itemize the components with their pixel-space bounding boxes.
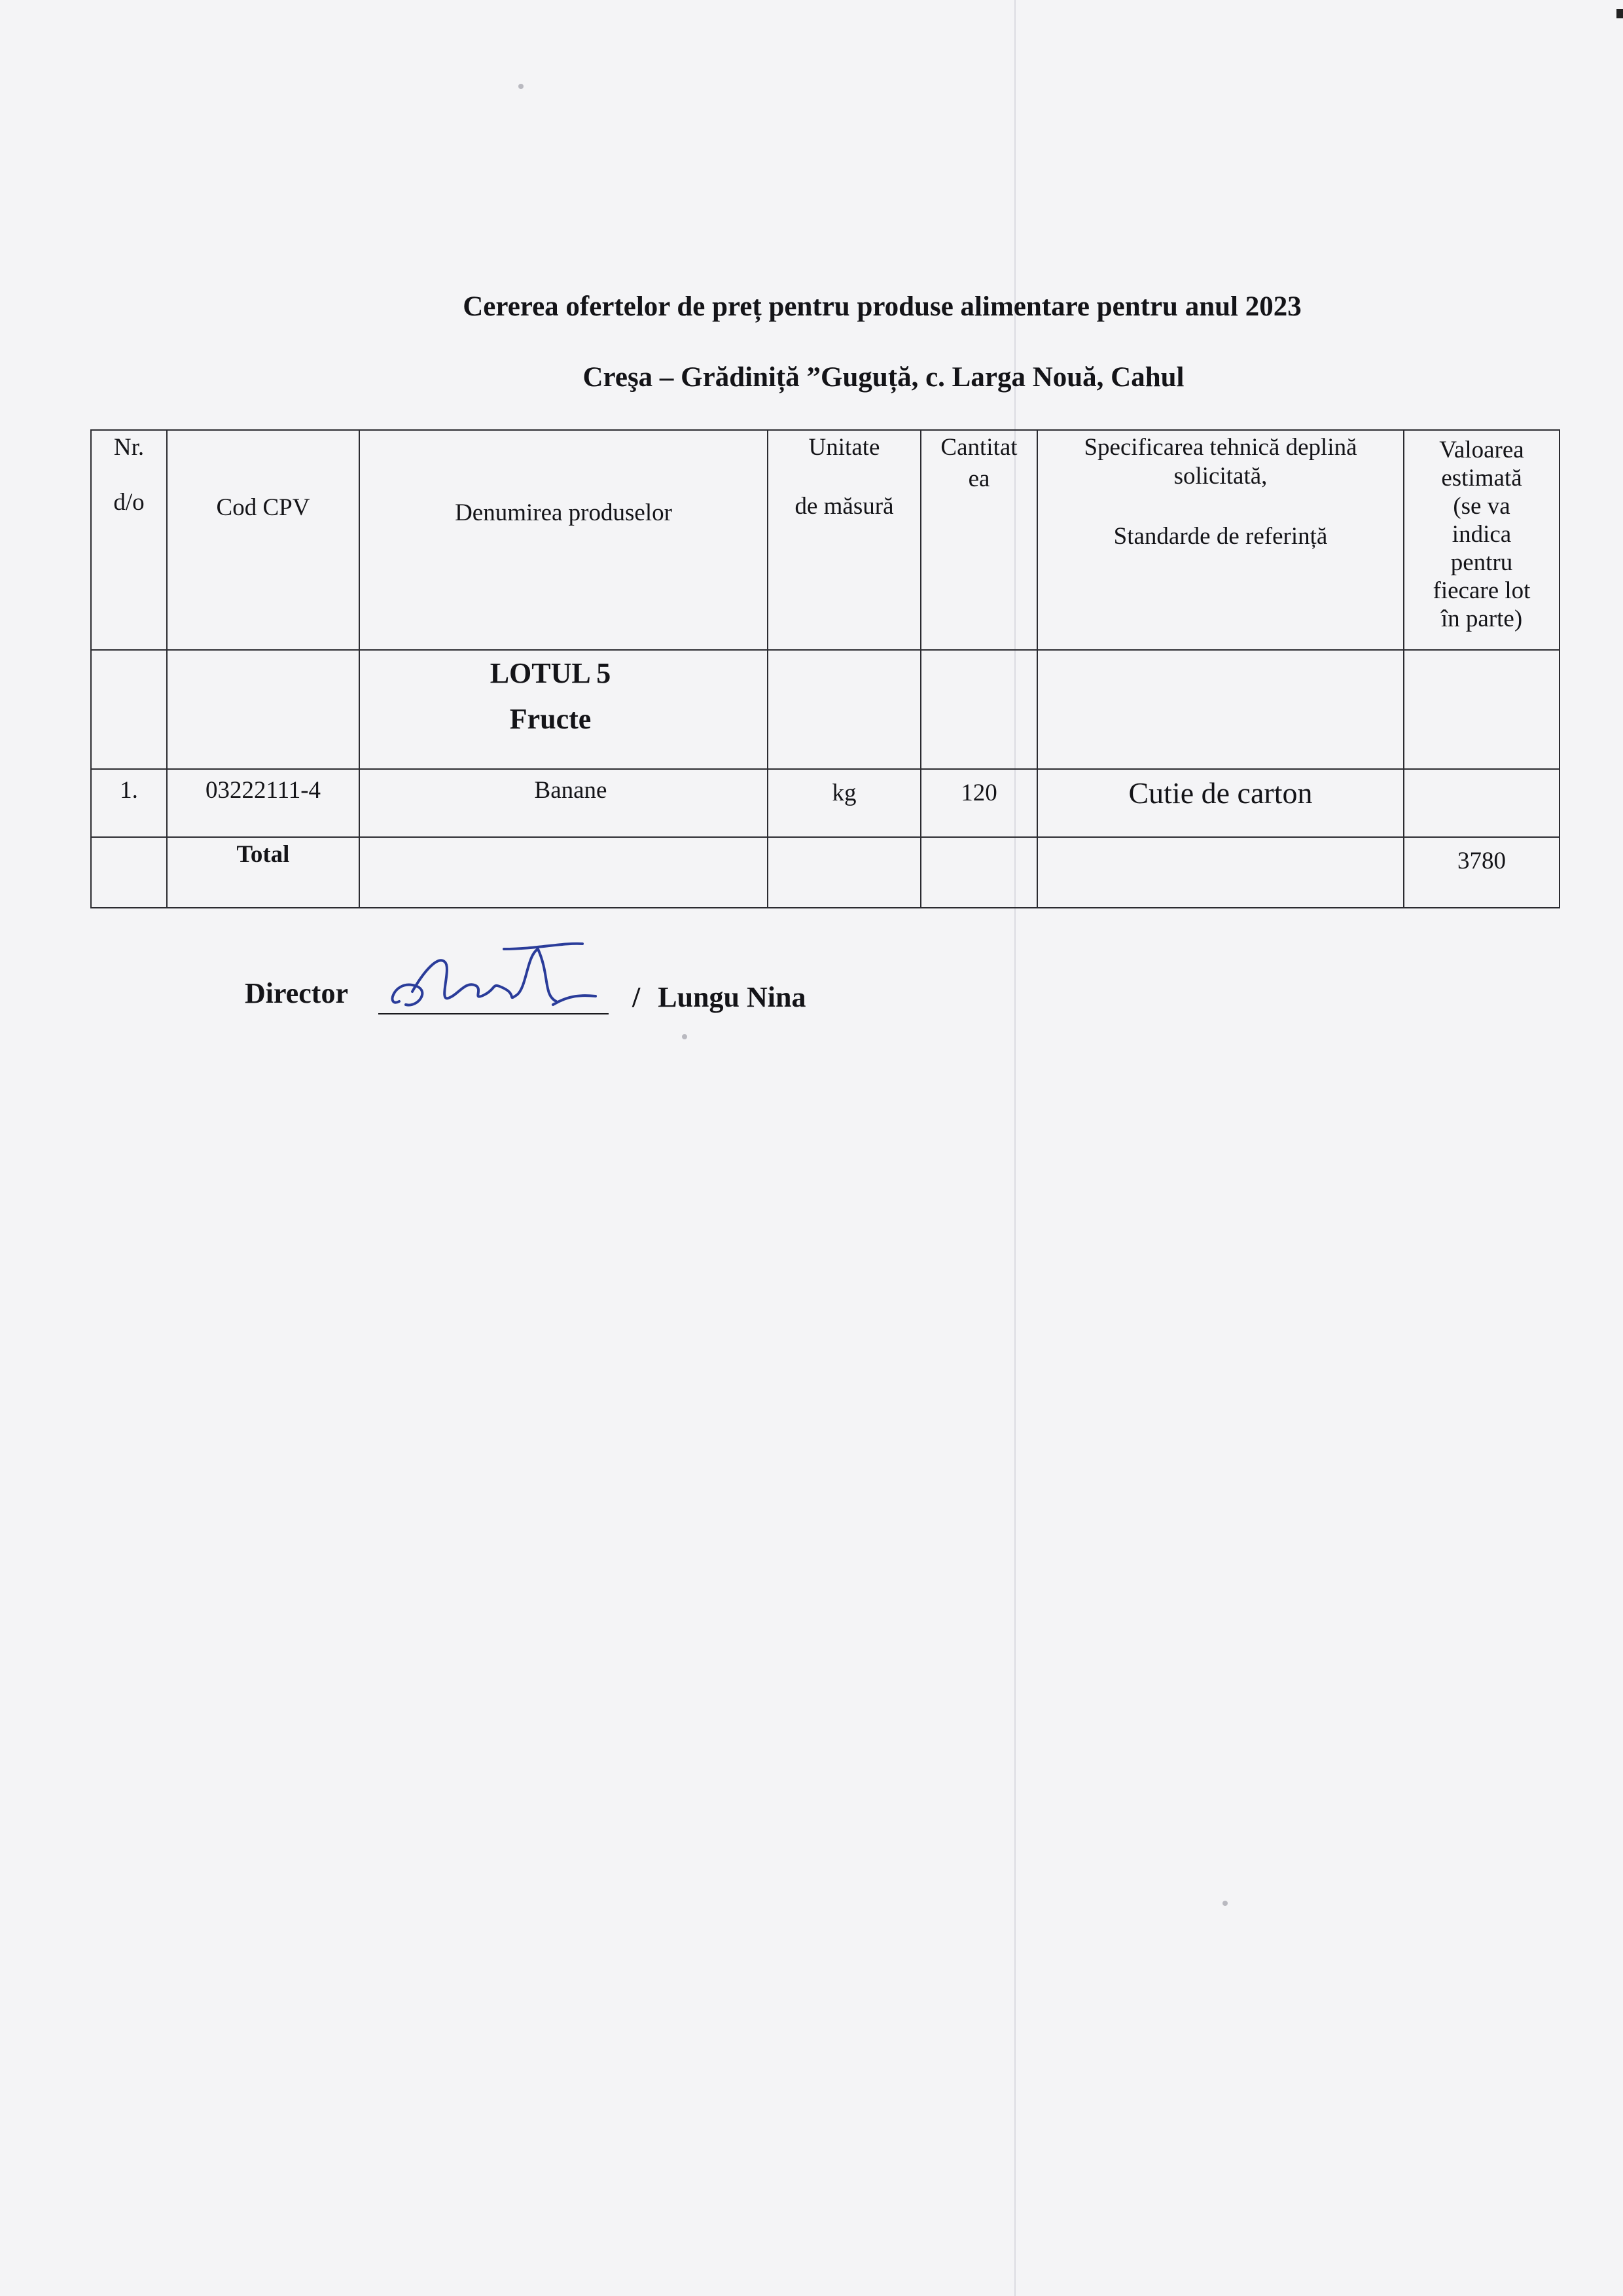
row-value-value bbox=[1404, 770, 1559, 779]
signatory-name: Lungu Nina bbox=[658, 981, 806, 1013]
header-nr-line1: Nr. bbox=[113, 434, 145, 461]
table-row bbox=[91, 769, 1560, 837]
page-fold-line bbox=[1014, 0, 1016, 2296]
header-cpv bbox=[167, 430, 359, 650]
handwritten-signature bbox=[386, 929, 602, 1021]
header-qty-line2: ea bbox=[968, 465, 990, 492]
header-unit-line2: de măsură bbox=[794, 493, 894, 520]
total-label: Total bbox=[236, 841, 290, 868]
lot-empty-cell bbox=[768, 650, 921, 769]
header-value-line2: estimată bbox=[1441, 465, 1522, 492]
header-nr-line2: d/o bbox=[113, 489, 145, 516]
total-empty-cell bbox=[768, 837, 921, 908]
header-qty-line1: Cantitat bbox=[940, 434, 1018, 461]
header-spec bbox=[1037, 430, 1404, 650]
lot-empty-cell bbox=[1037, 650, 1404, 769]
total-empty-cell bbox=[1037, 837, 1404, 908]
header-cpv-label: Cod CPV bbox=[216, 494, 310, 521]
row-name bbox=[359, 769, 768, 837]
total-value: 3780 bbox=[1457, 848, 1506, 874]
institution-name: Creşa – Grădiniță ”Guguță, c. Larga Nouă, Cahul bbox=[582, 362, 1185, 393]
header-value-line6: fiecare lot bbox=[1433, 577, 1531, 604]
lot-cell bbox=[359, 650, 768, 769]
row-unit-value: kg bbox=[832, 780, 857, 806]
header-unit-line1: Unitate bbox=[808, 434, 880, 461]
header-spec-line1: Specificarea tehnică deplină bbox=[1084, 434, 1357, 461]
row-nr-value: 1. bbox=[120, 777, 138, 804]
scan-corner-mark bbox=[1616, 9, 1623, 18]
total-empty-cell bbox=[359, 837, 768, 908]
row-spec-value: Cutie de carton bbox=[1128, 776, 1313, 810]
header-value-line3: (se va bbox=[1453, 493, 1510, 520]
header-qty bbox=[921, 430, 1037, 650]
lot-empty-cell bbox=[921, 650, 1037, 769]
signature-separator: / bbox=[632, 981, 641, 1013]
header-value bbox=[1404, 430, 1560, 650]
total-empty-cell bbox=[91, 837, 167, 908]
header-spec-line2: solicitată, bbox=[1173, 463, 1268, 490]
offer-table bbox=[90, 429, 1560, 908]
row-value bbox=[1404, 769, 1560, 837]
lot-title: LOTUL 5 bbox=[490, 657, 611, 689]
total-row bbox=[91, 837, 1560, 908]
header-value-line7: în parte) bbox=[1440, 605, 1523, 632]
total-empty-cell bbox=[921, 837, 1037, 908]
row-name-value: Banane bbox=[534, 777, 607, 804]
signature-role: Director bbox=[245, 977, 348, 1009]
header-spec-line3: Standarde de referință bbox=[1113, 523, 1328, 550]
table-header-row bbox=[91, 430, 1560, 650]
row-unit bbox=[768, 769, 921, 837]
header-unit bbox=[768, 430, 921, 650]
scan-speck bbox=[518, 84, 524, 89]
row-qty-value: 120 bbox=[961, 780, 997, 806]
header-name-label: Denumirea produselor bbox=[455, 499, 672, 526]
lot-row bbox=[91, 650, 1560, 769]
total-value-cell bbox=[1404, 837, 1560, 908]
row-cpv bbox=[167, 769, 359, 837]
total-label-cell bbox=[167, 837, 359, 908]
row-cpv-value: 03222111-4 bbox=[205, 777, 321, 804]
header-value-line1: Valoarea bbox=[1439, 437, 1524, 463]
row-qty bbox=[921, 769, 1037, 837]
lot-empty-cell bbox=[1404, 650, 1560, 769]
document-title: Cererea ofertelor de preț pentru produse alimentare pentru anul 2023 bbox=[463, 291, 1302, 322]
signatory-name-block bbox=[632, 980, 806, 1014]
row-spec bbox=[1037, 769, 1404, 837]
row-nr bbox=[91, 769, 167, 837]
scan-speck bbox=[682, 1034, 687, 1039]
scan-speck bbox=[1222, 1901, 1228, 1906]
lot-subtitle: Fructe bbox=[509, 703, 592, 735]
lot-empty-cell bbox=[167, 650, 359, 769]
header-value-line5: pentru bbox=[1450, 549, 1513, 576]
header-name bbox=[359, 430, 768, 650]
header-value-line4: indica bbox=[1452, 521, 1512, 548]
signature-line bbox=[378, 1013, 609, 1014]
lot-empty-cell bbox=[91, 650, 167, 769]
header-nr bbox=[91, 430, 167, 650]
